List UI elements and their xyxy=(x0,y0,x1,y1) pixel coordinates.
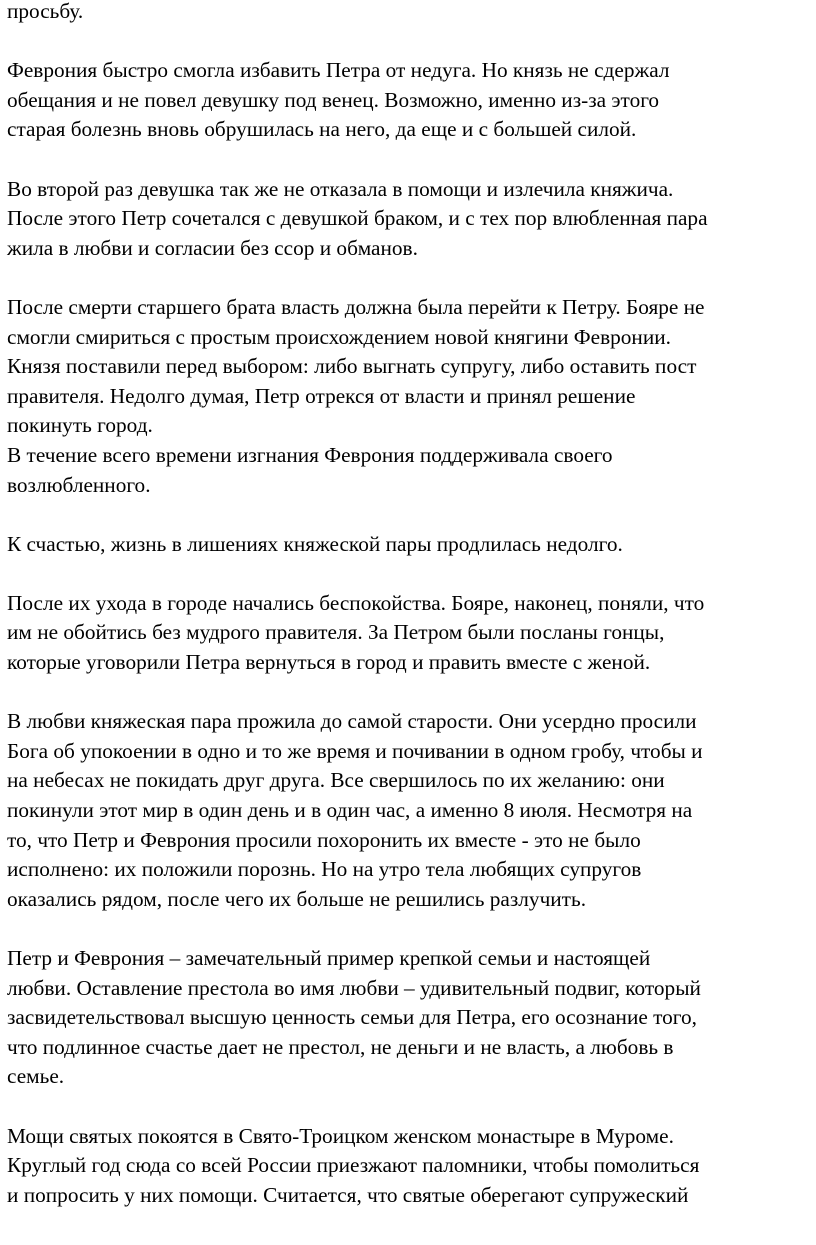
text-line: оказались рядом, после чего их больше не решились разлучить. xyxy=(7,886,587,911)
text-line: старая болезнь вновь обрушилась на него, да еще и с большей силой. xyxy=(7,117,637,142)
paragraph-gap xyxy=(7,678,809,708)
paragraph-gap xyxy=(7,27,809,57)
text-line: им не обойтись без мудрого правителя. За Петром были посланы гонцы, xyxy=(7,620,665,645)
paragraph-7 xyxy=(7,707,809,914)
text-line: покинули этот мир в один день и в один час, а именно 8 июля. Несмотря на xyxy=(7,798,693,823)
text-line: К счастью, жизнь в лишениях княжеской пары продлилась недолго. xyxy=(7,531,623,556)
text-line: После их ухода в городе начались беспокойства. Бояре, наконец, поняли, что xyxy=(7,590,705,615)
paragraph-1 xyxy=(7,0,809,27)
text-line: Круглый год сюда со всей России приезжают паломники, чтобы помолиться xyxy=(7,1153,700,1178)
text-line: которые уговорили Петра вернуться в город и править вместе с женой. xyxy=(7,650,651,675)
paragraph-9 xyxy=(7,1122,809,1211)
text-line: просьбу. xyxy=(7,0,84,23)
text-line: возлюбленного. xyxy=(7,472,151,497)
paragraph-gap xyxy=(7,914,809,944)
text-line: засвидетельствовал высшую ценность семьи для Петра, его осознание того, xyxy=(7,1005,697,1030)
text-line: и попросить у них помощи. Считается, что святые оберегают супружеский xyxy=(7,1182,689,1207)
text-line: исполнено: их положили порознь. Но на утро тела любящих супругов xyxy=(7,857,642,882)
text-line: После смерти старшего брата власть должна была перейти к Петру. Бояре не xyxy=(7,294,705,319)
paragraph-6 xyxy=(7,589,809,678)
paragraph-8 xyxy=(7,944,809,1092)
paragraph-5 xyxy=(7,530,809,560)
text-line: любви. Оставление престола во имя любви – удивительный подвиг, который xyxy=(7,975,701,1000)
text-line: то, что Петр и Феврония просили похоронить их вместе - это не было xyxy=(7,827,641,852)
text-line: Во второй раз девушка так же не отказала в помощи и излечила княжича. xyxy=(7,176,674,201)
text-line: В любви княжеская пара прожила до самой старости. Они усердно просили xyxy=(7,709,697,734)
text-line: В течение всего времени изгнания Феврония поддерживала своего xyxy=(7,442,613,467)
text-line: Мощи святых покоятся в Свято-Троицком женском монастыре в Муроме. xyxy=(7,1123,674,1148)
text-line: Бога об упокоении в одно и то же время и почивании в одном гробу, чтобы и xyxy=(7,738,703,763)
text-line: смогли смириться с простым происхождением новой княгини Февронии. xyxy=(7,324,671,349)
text-line: После этого Петр сочетался с девушкой браком, и с тех пор влюбленная пара xyxy=(7,206,708,231)
document-body xyxy=(7,0,809,1210)
text-line: жила в любви и согласии без ссор и обманов. xyxy=(7,235,418,260)
paragraph-gap xyxy=(7,263,809,293)
text-line: правителя. Недолго думая, Петр отрекся от власти и принял решение xyxy=(7,383,636,408)
text-line: Петр и Феврония – замечательный пример крепкой семьи и настоящей xyxy=(7,946,651,970)
text-line: Князя поставили перед выбором: либо выгнать супругу, либо оставить пост xyxy=(7,354,697,379)
paragraph-4 xyxy=(7,293,809,500)
paragraph-gap xyxy=(7,145,809,175)
paragraph-gap xyxy=(7,559,809,589)
text-line: на небесах не покидать друг друга. Все свершилось по их желанию: они xyxy=(7,768,665,793)
paragraph-gap xyxy=(7,500,809,530)
paragraph-3 xyxy=(7,175,809,264)
text-line: покинуть город. xyxy=(7,413,153,438)
text-line: Феврония быстро смогла избавить Петра от недуга. Но князь не сдержал xyxy=(7,58,670,83)
text-line: обещания и не повел девушку под венец. Возможно, именно из-за этого xyxy=(7,87,660,112)
text-line: семье. xyxy=(7,1064,65,1089)
paragraph-2 xyxy=(7,56,809,145)
text-line: что подлинное счастье дает не престол, не деньги и не власть, а любовь в xyxy=(7,1034,674,1059)
paragraph-gap xyxy=(7,1092,809,1122)
